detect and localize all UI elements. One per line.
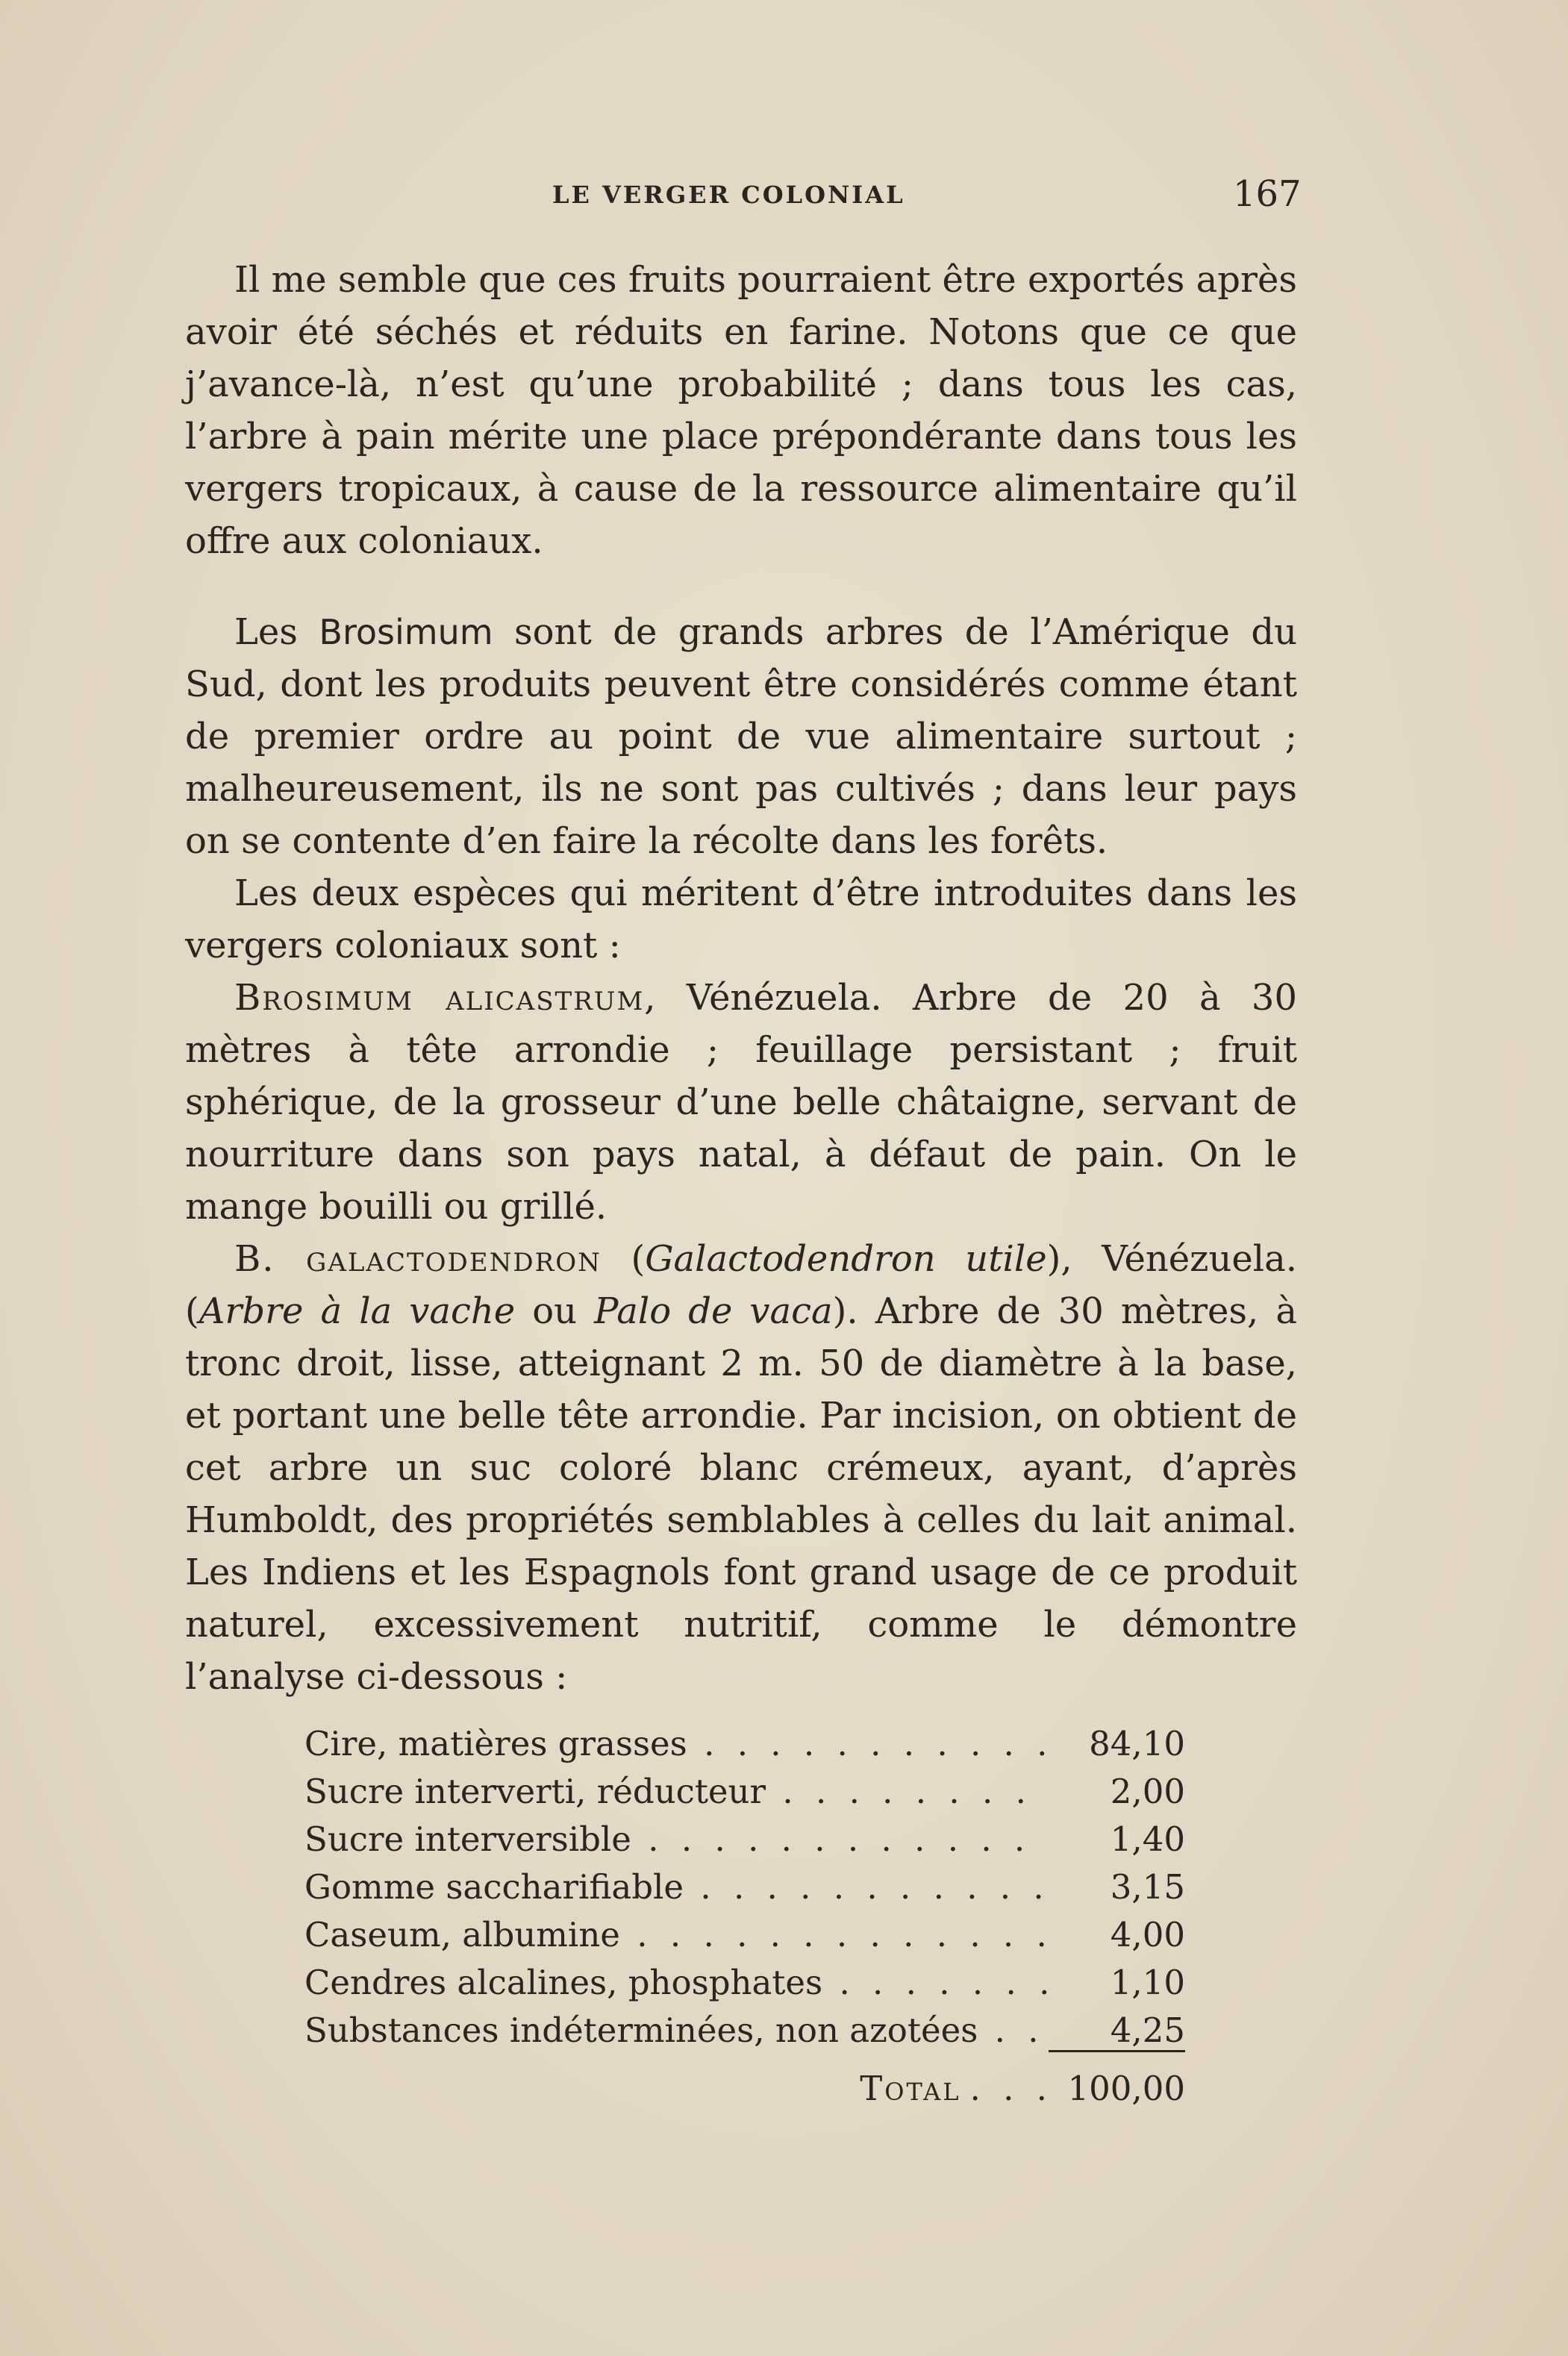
component-value: 84,10 xyxy=(1089,1724,1185,1763)
milk-analysis-table xyxy=(304,1724,1185,2116)
table-row xyxy=(304,1772,1185,1819)
paragraph-brosimum-intro xyxy=(185,606,1297,867)
genus-name: Brosimum xyxy=(319,612,493,652)
paragraph-breadfruit-export: Il me semble que ces fruits pourraient être exportés après avoir été séchés et réduits en farine. Notons que ce que j’avance-là, n’est qu’une probabilité ; dans tous les cas, l’arbre à pain mérite une place prépondérante dans tous les vergers tropicaux, à cause de la ressource alimentaire qu’il offre aux coloniaux. xyxy=(185,259,1297,562)
table-row xyxy=(304,2010,1185,2058)
species-name: B. galactodendron xyxy=(234,1238,602,1280)
paragraph-text: Les xyxy=(234,611,319,653)
total-label: Total xyxy=(860,2069,961,2108)
body-text xyxy=(185,254,1297,1703)
table-row xyxy=(304,1867,1185,1915)
component-label: Gomme saccharifiable . . . xyxy=(304,1867,1049,1907)
component-value: 4,00 xyxy=(1110,1915,1185,1955)
paragraph-text: ( xyxy=(601,1238,646,1280)
total-value: 100,00 xyxy=(1067,2069,1185,2108)
component-label: Sucre interverti, réducteur . . . xyxy=(304,1772,1049,1811)
table-row xyxy=(304,1724,1185,1772)
total-leader-dots: . . . xyxy=(969,2069,1053,2108)
component-label: Sucre interversible . . . xyxy=(304,1819,1049,1859)
component-label: Caseum, albumine . . . xyxy=(304,1915,1049,1955)
component-value: 1,40 xyxy=(1110,1819,1185,1859)
component-label: Substances indéterminées, non azotées . . . xyxy=(304,2010,1049,2050)
running-title: LE VERGER COLONIAL xyxy=(552,181,905,209)
common-name: Palo de vaca xyxy=(594,1290,833,1332)
common-name: Arbre à la vache xyxy=(199,1290,516,1332)
page-number: 167 xyxy=(1233,173,1302,215)
paragraph-text: ). Arbre de 30 mètres, à tronc droit, lisse, atteignant 2 m. 50 de diamètre à la base, et portant une belle tête arrondie. Par incision, on obtient de cet arbre un suc coloré blanc crémeux, ayant, d’après Humboldt, des propriétés semblables à celles du lait animal. Les Indiens et les Espagnols font grand usage de ce produit naturel, excessivement nutritif, comme le démontre l’analyse ci-dessous : xyxy=(185,1290,1298,1698)
species-name: Brosimum alicastrum xyxy=(234,977,645,1019)
table-row xyxy=(304,1963,1185,2010)
component-label: Cire, matières grasses . . . xyxy=(304,1724,1049,1763)
component-value: 4,25 xyxy=(1049,2010,1185,2052)
paragraph-brosimum-alicastrum xyxy=(185,972,1297,1233)
table-row xyxy=(304,1915,1185,1963)
paragraph-galactodendron xyxy=(185,1233,1297,1703)
component-value: 2,00 xyxy=(1110,1772,1185,1811)
paragraph-species-intro: Les deux espèces qui méritent d’être introduites dans les vergers coloniaux sont : xyxy=(185,872,1297,966)
latin-synonym: Galactodendron utile xyxy=(645,1238,1047,1280)
paragraph-text: , Vénézuela. Arbre de 20 à 30 mètres à tête arrondie ; feuillage persistant ; fruit sphérique, de la grosseur d’une belle châtaigne, servant de nourriture dans son pays natal, à défaut de pain. On le mange bouilli ou grillé. xyxy=(185,977,1297,1228)
total-row xyxy=(304,2069,1185,2116)
paragraph-text: sont de grands arbres de l’Amérique du Sud, dont les produits peuvent être considérés comme étant de premier ordre au point de vue alimentaire surtout ; malheureusement, ils ne sont pas cultivés ; dans leur pays on se contente d’en faire la récolte dans les forêts. xyxy=(185,611,1297,862)
table-row xyxy=(304,1819,1185,1867)
paragraph-text: ), Vénézuela. ( xyxy=(185,1238,1298,1332)
component-label: Cendres alcalines, phosphates . . . xyxy=(304,1963,1049,2002)
component-value: 3,15 xyxy=(1110,1867,1185,1907)
component-value: 1,10 xyxy=(1110,1963,1185,2002)
paragraph-text: ou xyxy=(515,1290,595,1332)
